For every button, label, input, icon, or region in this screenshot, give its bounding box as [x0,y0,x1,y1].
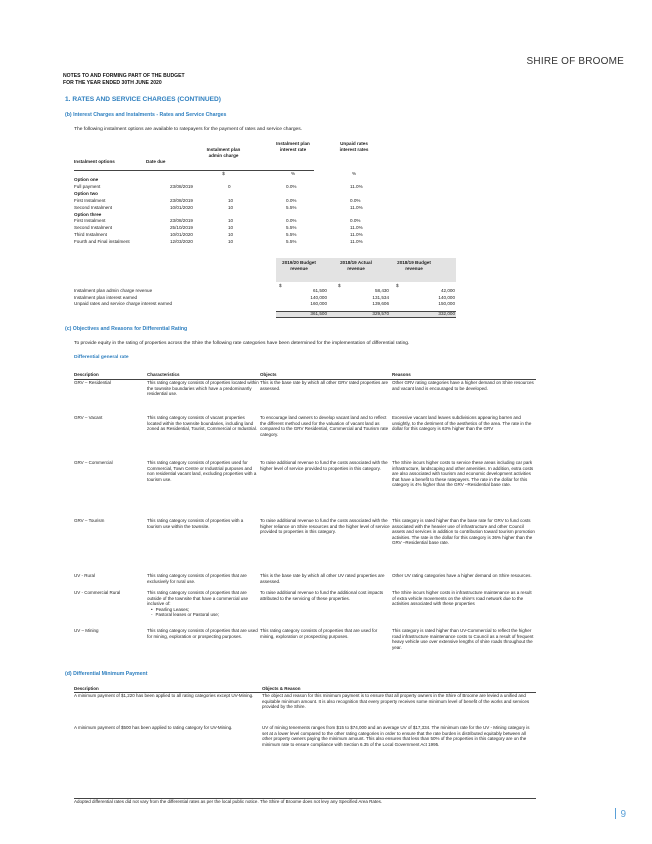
rate-characteristics [147,415,259,432]
instalment-date: 10/01/2020 [170,204,193,210]
option-group-label: Option three [74,211,102,217]
instalment-header-rule [74,170,314,171]
instalment-date: 10/01/2020 [170,232,193,238]
rate-reasons: The Shire incurs higher costs in infrastructure maintenance as a result of extra vehicle movements on the shire's road network due to the activities associated with these properties [392,590,532,607]
rate-characteristics-text: This rating category consists of properties that are exclusively for rural use. [147,573,247,584]
rate-characteristics-text: This rating category consists of properties that are outside of the townsite that have a commercial use inclusive of: [147,590,249,607]
page-divider [615,808,616,819]
revenue-value: 150,000 [438,301,455,307]
instalment-charge: 10 [228,225,234,231]
instalment-unpaid-rate: 11.0% [350,232,363,238]
col-header-date: Date due [146,159,166,164]
instalment-unpaid-rate: 0.0% [350,218,361,224]
rate-characteristics [147,628,259,639]
characteristics-list-item: - Pastoral leases or Pastoral use; [157,612,259,618]
revenue-value: 61,500 [312,288,327,293]
page-number: 9 [620,809,626,820]
instalment-table [74,138,454,260]
rate-characteristics [147,518,259,529]
revenue-label: Unpaid rates and service charge interest earned [74,301,173,307]
rate-objects: To encourage land owners to develop vacant land and to reflect the different method used for the valuation of vacant land as compared to the GRV Residential, Commercial and Tourism rate category. [260,415,389,437]
characteristics-list [147,607,259,618]
minimum-reason: UV of mining tenements ranges from $15 to $74,000 and an average UV of $17,334. The minimum rate for the UV - Mining category is set at a lower level compared to the other rating categories in order to ensure that the rate burden is distributed equitably between all other property owners paying the minimum amount. This also ensures that less than 50% of the properties in this category are on the minimum rate to ensure compliance with Section 6.35 of the Local Government Act 1995. [262,725,530,747]
rate-characteristics-text: This rating category consists of properties used for Commercial, Town Centre or Industrial purposes and non residential vacant land, excluding properties with a tourism use. [147,460,257,482]
revenue-value: 131,534 [372,294,389,300]
rate-characteristics [147,573,259,584]
rate-description: UV - Rural [74,573,96,578]
instalment-date: 23/08/2019 [170,197,193,203]
characteristics-list-item: • Pearling Leases; [157,607,259,613]
instalment-unpaid-rate: 0.0% [350,197,361,203]
option-group-label: Option one [74,177,99,182]
unit-unpaid-rate: % [351,171,357,176]
rate-reasons: Excessive vacant land leaves subdivisions appearing barren and unsightly, to the detriment of the aesthetics of the area. The rate in the dollar for this category is 63% higher than the GRV [392,415,532,432]
instalment-unpaid-rate: 11.0% [350,204,363,210]
instalment-charge: 10 [228,232,234,238]
revenue-value: 140,000 [310,294,327,300]
brand-name: SHIRE OF BROOME [526,56,624,67]
instalment-date: 25/10/2019 [170,225,193,231]
revenue-label: Instalment plan interest earned [74,294,138,300]
part-c-intro: To provide equity in the rating of properties across the Shire the following rate categories have been determined for the implementation of differential rating. [74,341,410,346]
revenue-total: 361,500 [310,311,327,316]
rate-characteristics-text: This rating category consists of properties located within the townsite boundaries which have a predominantly residential use. [147,380,259,397]
instalment-charge: 10 [228,204,234,210]
instalment-label: Second Instalment [74,225,113,231]
diff-col-objects: Objects [260,372,277,377]
revenue-total: 332,000 [438,311,455,316]
rate-description: UV – Mining [74,628,99,633]
revenue-col-budget-2018: 2018/19 Budget revenue [397,260,431,271]
unit-admin: $ [222,171,225,176]
section-title: 1. RATES AND SERVICE CHARGES (CONTINUED) [65,96,221,103]
instalment-label: First Instalment [74,197,106,203]
instalment-plan-rate: 5.5% [286,225,297,231]
revenue-col-actual-2018: 2018/19 Actual revenue [340,260,372,271]
rate-reasons: Other UV rating categories have a higher demand on Shire resources. [392,573,532,578]
instalment-label: Full payment [74,183,101,189]
minimum-description: A minimum payment of $500 has been applied to rating category for UV-Mining. [74,725,233,730]
revenue-unit: $ [396,283,399,288]
rate-objects: To raise additional revenue to fund the additional cost impacts attributed to the servicing of these properties. [260,590,384,601]
instalment-charge: 10 [228,197,234,203]
instalment-charge: 0 [228,183,231,189]
rate-description: GRV – Residential [74,380,111,385]
instalment-plan-rate: 5.5% [286,232,297,238]
revenue-unit: $ [338,283,341,288]
header-line-2: FOR THE YEAR ENDED 30TH JUNE 2020 [63,79,162,86]
rate-characteristics-text: This rating category consists of vacant properties located within the townsite boundaries, including land zoned as Residential, Tourist, Commercial or Industrial. [147,415,257,432]
revenue-label: Instalment plan admin charge revenue [74,288,153,293]
revenue-value: 160,000 [310,301,327,307]
col-header-options: Instalment options [74,159,115,164]
revenue-unit: $ [279,283,282,288]
rate-description: GRV – Tourism [74,518,105,523]
instalment-plan-rate: 5.5% [286,204,297,210]
revenue-table [74,260,458,318]
instalment-date: 23/08/2019 [170,218,193,224]
unit-plan-rate: % [290,171,296,176]
instalment-plan-rate: 5.5% [286,239,297,245]
revenue-total-rule-bottom [276,317,456,318]
rate-reasons: Other GRV rating categories have a higher demand on Shire resources and vacant land is encouraged to be developed. [392,380,534,391]
rate-objects: This rating category consists of properties that are used for mining, exploration or prospecting purposes. [260,628,378,639]
revenue-total: 329,570 [372,311,389,316]
instalment-date: 23/08/2019 [170,183,193,189]
instalment-plan-rate: 0.0% [286,197,297,203]
part-b-intro: The following instalment options are available to ratepayers for the payment of rates and service charges. [74,127,303,132]
part-d-title: (d) Differential Minimum Payment [65,671,148,677]
instalment-date: 12/03/2020 [170,239,193,245]
rate-description: GRV – Vacant [74,415,103,420]
revenue-value: 58,430 [374,288,389,293]
revenue-total-row [74,311,458,317]
instalment-plan-rate: 0.0% [286,218,297,224]
min-col-reason: Objects & Reason [262,686,301,691]
rate-characteristics-text: This rating category consists of properties with a tourism use within the townsite. [147,518,244,529]
rate-characteristics-text: This rating category consists of properties that are used for mining, exploration or prospecting purposes. [147,628,258,639]
rate-objects: To raise additional revenue to fund the costs associated with the higher level of service provided to properties in this category. [260,460,388,471]
revenue-value: 42,000 [440,288,455,293]
rate-reasons: The Shire incurs higher costs to service these areas including car park infrastructure, landscaping and other amenities. In addition, extra costs are also associated with tourism and economic development activities that have a benefit to these ratepayers. The rate in the dollar for this category is 4% higher than the GRV –Residential base rate. [392,460,534,488]
rate-description: UV - Commercial Rural [74,590,121,595]
revenue-value: 140,000 [438,294,455,300]
instalment-label: Fourth and Final instalment [74,239,130,245]
rate-description: GRV – Commercial [74,460,113,465]
minimum-reason: The object and reason for this minimum payment is to ensure that all property owners in the Shire of Broome are levied a unified and equitable minimum amount. It is also recognition that every property receives some minimum level of benefit of the works and services provided by the Shire. [262,693,530,710]
rate-objects: To raise additional revenue to fund the costs associated with the higher reliance on Shire resources and the higher level of service provided to properties in this category. [260,518,390,535]
instalment-unpaid-rate: 11.0% [350,239,363,245]
col-header-unpaid-rate: Unpaid rates interest rates [339,141,369,152]
diff-col-description: Description [74,372,99,377]
instalment-unpaid-rate: 11.0% [350,225,363,231]
page-number-block [615,808,626,820]
instalment-charge: 10 [228,239,234,245]
rate-characteristics [147,460,259,482]
instalment-label: First Instalment [74,218,106,224]
rate-reasons: This category is rated higher than UV-Commercial to reflect the higher road infrastructure maintenance costs to Council as a result of frequent heavy vehicle use over extensive lengths of shire roads throughout the year. [392,628,534,650]
minimum-description: A minimum payment of $1,220 has been applied to all rating categories except UV-Mining. [74,693,254,698]
revenue-col-budget-2019: 2019/20 Budget revenue [282,260,316,271]
diff-col-characteristics: Characteristics [147,372,180,377]
part-c-title: (c) Objectives and Reasons for Differential Rating [65,326,188,332]
instalment-charge: 10 [228,218,234,224]
instalment-unpaid-rate: 11.0% [350,183,363,189]
instalment-label: Second Instalment [74,204,113,210]
rate-characteristics [147,590,259,618]
instalment-label: Third Instalment [74,232,107,238]
instalment-plan-rate: 0.0% [286,183,297,189]
part-b-title: (b) Interest Charges and Instalments - Rates and Service Charges [65,112,227,118]
min-col-description: Description [74,686,99,691]
part-c-subtitle: Differential general rate [74,355,129,360]
option-group-label: Option two [74,190,98,196]
rate-objects: This is the base rate by which all other GRV rated properties are assessed. [260,380,388,391]
header-line-1: NOTES TO AND FORMING PART OF THE BUDGET [63,73,185,79]
revenue-value: 139,606 [372,301,389,307]
col-header-admin-charge: Instalment plan admin charge [206,147,241,158]
col-header-plan-rate: Instalment plan interest rate [276,141,310,152]
footnote: Adopted differential rates did not vary from the differential rates as per the local public notice. The Shire of Broome does not levy any Specified Area Rates. [74,799,383,804]
page-header [63,73,185,86]
rate-objects: This is the base rate by which all other UV rated properties are assessed. [260,573,385,584]
rate-characteristics [147,380,259,397]
rate-reasons: This category is rated higher than the base rate for GRV to fund costs associated with the heavier use of infrastructure and other Council assets and services in addition to contribution toward tourism promotion activities. The rate in the dollar for this category is 36% higher than the GRV –Residential base rate. [392,518,535,546]
diff-col-reasons: Reasons [392,372,411,377]
